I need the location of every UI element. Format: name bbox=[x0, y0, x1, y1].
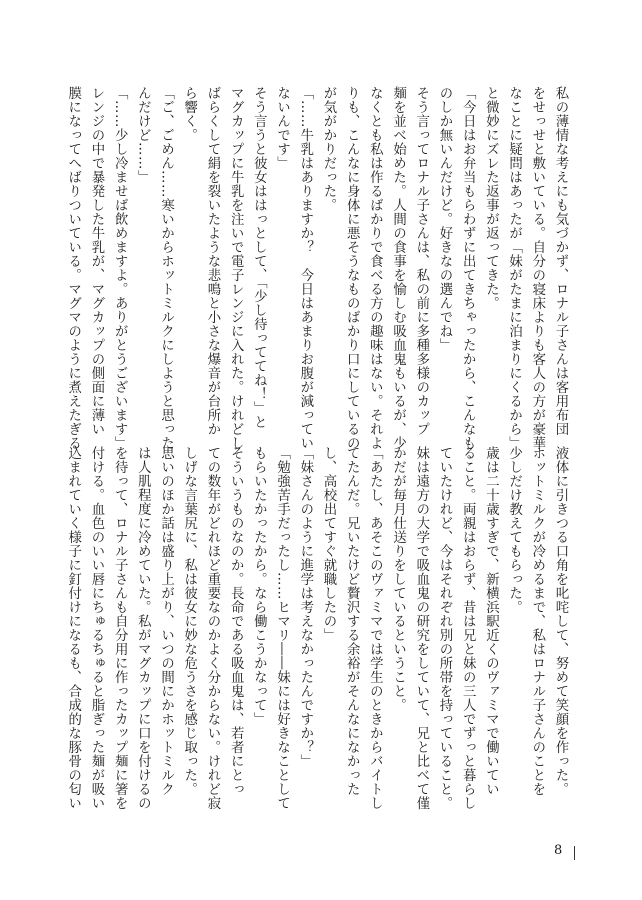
text-line: ること。両親はおらず、昔は兄と妹の三人でずっと暮らし bbox=[460, 446, 476, 810]
text-line: 麺を並べ始めた。人間の食事を愉しむ吸血鬼もいるが、少 bbox=[390, 86, 406, 450]
text-line: 「……牛乳はありますか？ 今日はあまりお腹が減ってい bbox=[297, 86, 313, 450]
text-line: 「今日はお弁当もらわずに出てきちゃったから、こんなも bbox=[460, 86, 476, 450]
text-line: が気がかりだった。 bbox=[320, 86, 336, 212]
text-line: は人肌程度に冷めていた。私がマグカップに口を付けるの bbox=[135, 446, 151, 810]
text-line: なくとも私は作るばかりで食べる方の趣味はない。それよ bbox=[367, 86, 383, 450]
text-line: 「ご、ごめん……寒いからホットミルクにしようと思った bbox=[158, 86, 174, 450]
text-line: ホットミルクが冷めるまで、私はロナル子さんのことを bbox=[529, 446, 545, 796]
text-line: 液体に引きつる口角を叱咤して、努めて笑顔を作った。 bbox=[553, 446, 568, 796]
text-line: ら響く。 bbox=[181, 86, 197, 142]
text-line: ないんです」 bbox=[274, 86, 290, 170]
page-number: 8 bbox=[554, 843, 563, 858]
text-line: 「妹さんのように進学は考えなかったんですか？」 bbox=[297, 446, 313, 768]
text-line: 「あたし、あそこのヴァミマでは学生のときからバイトし bbox=[367, 446, 383, 810]
text-line: かだが毎月仕送りをしているということ。 bbox=[390, 446, 406, 712]
text-line: し、高校出てすぐ就職したの」 bbox=[320, 446, 336, 642]
text-line: 「勉強苦手だったし……ヒマリ――妹には好きなことして bbox=[274, 446, 290, 810]
text-line: マグカップに牛乳を注いで電子レンジに入れた。けれどし bbox=[228, 86, 244, 450]
text-line: ていたけれど、今はそれぞれ別の所帯を持っていること。 bbox=[436, 446, 452, 810]
text-line: と微妙にズレた返事が返ってきた。 bbox=[483, 86, 499, 310]
text-line: 妹は遠方の大学で吸血鬼の研究をしていて、兄と比べて僅 bbox=[413, 446, 429, 810]
text-line: レンジの中で暴発した牛乳が、マグカップの側面に薄い bbox=[88, 86, 104, 436]
text-line: りも、こんなに身体に悪そうなものばかり口にしているの bbox=[344, 86, 360, 450]
text-line: のしか無いんだけど。好きなの選んでね」 bbox=[436, 86, 452, 352]
text-block-upper bbox=[65, 86, 572, 450]
text-line: 少しだけ教えてもらった。 bbox=[506, 446, 522, 614]
text-line: そう言うと彼女ははっとして、「少し待っててね！」と bbox=[251, 86, 267, 430]
text-line: そう言ってロナル子さんは、私の前に多種多様のカップ bbox=[413, 86, 429, 436]
text-line: 込まれていく様子に釘付けになるも、合成的な豚骨の匂い bbox=[65, 446, 81, 810]
text-line: てたんだ。兄いたけど贅沢する余裕がそんなになかった bbox=[344, 446, 360, 796]
text-line: をせっせと敷いている。自分の寝床よりも客人の方が豪華 bbox=[529, 86, 545, 450]
text-line: を待って、ロナル子さんも自分用に作ったカップ麺に箸を bbox=[112, 446, 128, 810]
text-line: しげな言葉尻に、私は彼女に妙な危うさを感じ取った。 bbox=[181, 446, 197, 796]
page-number-rule bbox=[574, 846, 575, 860]
text-line: 膜になってへばりついている。マグマのように煮えたぎる bbox=[65, 86, 81, 450]
text-block-lower bbox=[65, 446, 572, 810]
text-line: ばらくして絹を裂いたような悲鳴と小さな爆音が台所か bbox=[204, 86, 220, 436]
text-line: 私の薄情な考えにも気づかず、ロナル子さんは客用布団 bbox=[553, 86, 568, 436]
text-line: なことに疑問はあったが「妹がたまに泊まりにくるから」 bbox=[506, 86, 522, 450]
text-line: 思いのほか話は盛り上がり、いつの間にかホットミルク bbox=[158, 446, 174, 796]
text-line: 「……少し冷ませば飲めますよ。ありがとうございます」 bbox=[112, 86, 128, 450]
text-line: そういうものなのか。長命である吸血鬼は、若者にとっ bbox=[228, 446, 244, 796]
text-line: 付ける。血色のいい唇にちゅるちゅると脂ぎった麺が吸い bbox=[88, 446, 104, 810]
text-line: もらいたかったから。なら働こうかなって」 bbox=[251, 446, 267, 726]
text-line: 歳は二十歳すぎで、新横浜駅近くのヴァミマで働いてい bbox=[483, 446, 499, 796]
text-line: んだけど……」 bbox=[135, 86, 151, 184]
text-line: ての数年がどれほど重要なのかよく分からない。けれど寂 bbox=[204, 446, 220, 810]
